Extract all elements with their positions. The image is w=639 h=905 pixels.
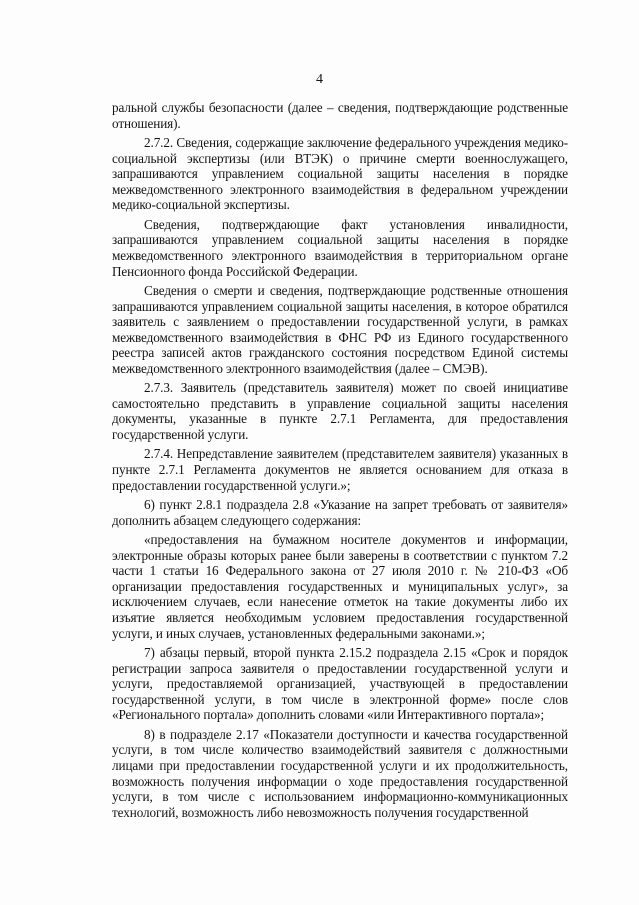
paragraph: 8) в подразделе 2.17 «Показатели доступности и качества государственной услуги, в том числе количество взаимодействий заявителя с должностными лицами при предоставлении государственной услуги и их продолжительность, возможность получения информации о ходе предоставления государственной услуги, в том числе с использованием информационно-коммуникационных технологий, возможность либо невозможность получения государственной [112,726,568,820]
page-number: 4 [316,72,323,87]
paragraph: ральной службы безопасности (далее – сведения, подтверждающие родственные отношения). [112,100,568,131]
paragraph: 2.7.2. Сведения, содержащие заключение федерального учреждения медико-социальной экспертизы (или ВТЭК) о причине смерти военнослужащего, запрашиваются управлением социальной защиты населения в порядке межведомственного электронного взаимодействия в федеральном учреждении медико-социальной экспертизы. [112,134,568,213]
paragraph: Сведения о смерти и сведения, подтверждающие родственные отношения запрашиваются управлением социальной защиты населения, в которое обратился заявитель с заявлением о предоставлении государственной услуги, в рамках межведомственного взаимодействия в ФНС РФ из Единого государственного реестра записей актов гражданского состояния посредством Единой системы межведомственного электронного взаимодействия (далее – СМЭВ). [112,282,568,376]
paragraph: Сведения, подтверждающие факт установления инвалидности, запрашиваются управлением социальной защиты населения в порядке межведомственного электронного взаимодействия в территориальном органе Пенсионного фонда Российской Федерации. [112,216,568,279]
paragraph: 2.7.4. Непредставление заявителем (представителем заявителя) указанных в пункте 2.7.1 Регламента документов не является основанием для отказа в предоставлении государственной услуги.»; [112,446,568,493]
paragraph: 6) пункт 2.8.1 подраздела 2.8 «Указание на запрет требовать от заявителя» дополнить абзацем следующего содержания: [112,497,568,528]
document-body [112,100,568,824]
paragraph: 7) абзацы первый, второй пункта 2.15.2 подраздела 2.15 «Срок и порядок регистрации запроса заявителя о предоставлении государственной услуги и услуги, предоставляемой организацией, участвующей в предоставлении государственной услуги, в том числе в электронной форме» после слов «Регионального портала» дополнить словами «или Интерактивного портала»; [112,644,568,723]
paragraph: 2.7.3. Заявитель (представитель заявителя) может по своей инициативе самостоятельно представить в управление социальной защиты населения документы, указанные в пункте 2.7.1 Регламента, для предоставления государственной услуги. [112,380,568,443]
paragraph: «предоставления на бумажном носителе документов и информации, электронные образы которых ранее были заверены в соответствии с пунктом 7.2 части 1 статьи 16 Федерального закона от 27 июля 2010 г. № 210-ФЗ «Об организации предоставления государственных и муниципальных услуг», за исключением случаев, если нанесение отметок на такие документы либо их изъятие является необходимым условием предоставления государственной услуги, и иных случаев, установленных федеральными законами.»; [112,532,568,641]
